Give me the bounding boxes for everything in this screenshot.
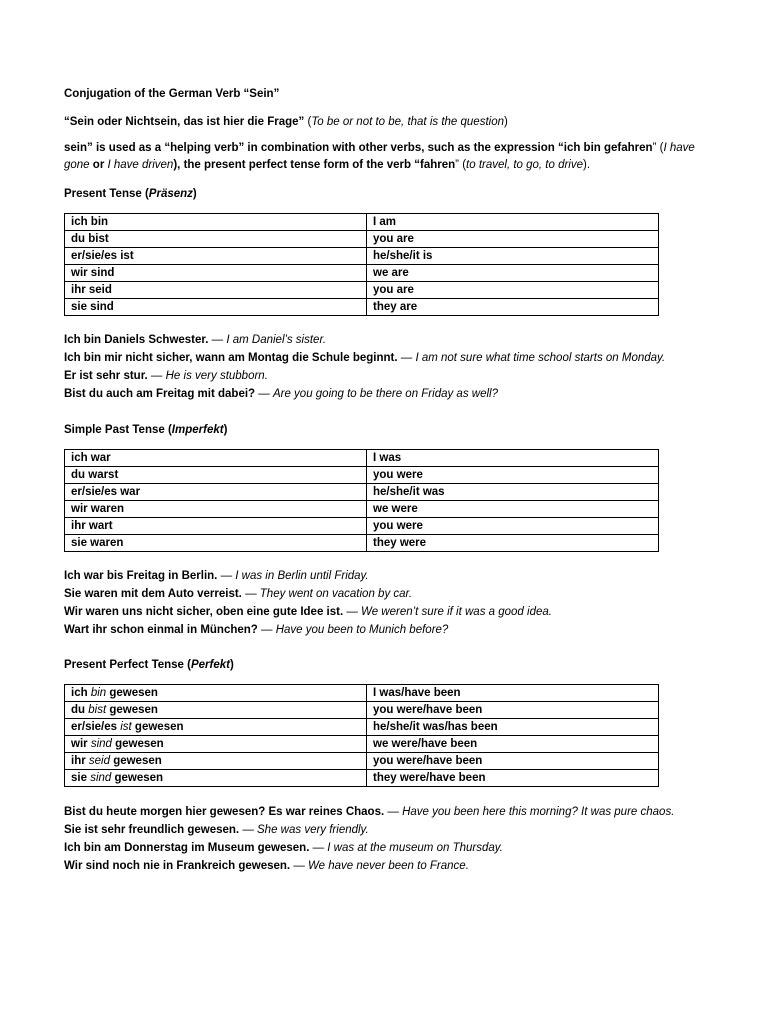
intro-text: or: [89, 159, 108, 171]
example-english: He is very stubborn.: [165, 370, 268, 382]
example-english: I was in Berlin until Friday.: [235, 570, 369, 582]
pronoun: sie: [71, 771, 91, 784]
page-title: Conjugation of the German Verb “Sein”: [64, 88, 280, 100]
example-english: I was at the museum on Thursday.: [327, 842, 503, 854]
german-cell: ich war: [65, 450, 367, 467]
german-cell: ihr wart: [65, 518, 367, 535]
heading-italic: Imperfekt: [171, 424, 224, 436]
example-sentence: [64, 822, 754, 839]
example-sentence: [64, 840, 754, 857]
english-cell: you were: [367, 467, 659, 484]
example-german: Ich war bis Freitag in Berlin.: [64, 570, 218, 582]
heading-text: Simple Past Tense (: [64, 424, 172, 436]
quote-close: ): [503, 116, 508, 128]
perfect-heading: [64, 657, 234, 674]
intro-text: ” is used as a “helping verb” in combination with other verbs, such as the expression “: [87, 142, 564, 154]
example-dash: —: [343, 606, 362, 618]
example-german: Sie waren mit dem Auto verreist.: [64, 588, 242, 600]
english-cell: he/she/it is: [367, 248, 659, 265]
past-table: [64, 449, 659, 552]
english-cell: we were/have been: [367, 736, 659, 753]
example-sentence: [64, 568, 754, 585]
example-english: We weren’t sure if it was a good idea.: [361, 606, 552, 618]
example-sentence: [64, 622, 754, 639]
participle: gewesen: [106, 686, 158, 699]
english-cell: I was: [367, 450, 659, 467]
example-dash: —: [384, 806, 403, 818]
example-german: Sie ist sehr freundlich gewesen.: [64, 824, 240, 836]
intro-text: sein: [64, 142, 88, 154]
example-german: Ich bin Daniels Schwester.: [64, 334, 209, 346]
auxiliary: seid: [88, 754, 110, 767]
example-dash: —: [147, 370, 166, 382]
heading-italic: Perfekt: [190, 659, 230, 671]
english-cell: I am: [367, 214, 659, 231]
participle: gewesen: [131, 720, 184, 733]
example-english: I am not sure what time school starts on Monday.: [415, 352, 666, 364]
german-cell: ihr seid: [65, 282, 367, 299]
example-sentence: [64, 332, 754, 349]
quote-english: To be or not to be, that is the question: [311, 116, 504, 128]
heading-text: ): [192, 188, 197, 200]
example-dash: —: [309, 842, 328, 854]
example-german: Wir sind noch nie in Frankreich gewesen.: [64, 860, 291, 872]
german-cell: wir waren: [65, 501, 367, 518]
german-cell: [65, 736, 367, 753]
intro-text: ).: [583, 159, 591, 171]
table-row: [65, 501, 659, 518]
english-cell: they were/have been: [367, 770, 659, 787]
table-row: [65, 736, 659, 753]
pronoun: ihr: [71, 754, 89, 767]
participle: gewesen: [111, 771, 164, 784]
quote-line: [64, 114, 724, 131]
example-english: They went on vacation by car.: [259, 588, 413, 600]
intro-text: fahren: [420, 159, 456, 171]
english-cell: they are: [367, 299, 659, 316]
example-german: Wart ihr schon einmal in München?: [64, 624, 258, 636]
participle: gewesen: [106, 703, 158, 716]
table-row: [65, 248, 659, 265]
example-sentence: [64, 804, 754, 821]
english-cell: he/she/it was: [367, 484, 659, 501]
quote-german: “Sein oder Nichtsein, das ist hier die Frage”: [64, 116, 305, 128]
german-cell: [65, 685, 367, 702]
example-english: She was very friendly.: [257, 824, 369, 836]
english-cell: you were/have been: [367, 702, 659, 719]
example-sentence: [64, 858, 754, 875]
german-cell: ich bin: [65, 214, 367, 231]
example-dash: —: [239, 824, 258, 836]
german-cell: du bist: [65, 231, 367, 248]
example-german: Bist du heute morgen hier gewesen? Es war reines Chaos.: [64, 806, 385, 818]
present-table: [64, 213, 659, 316]
table-row: [65, 484, 659, 501]
perfect-table: [64, 684, 659, 787]
example-sentence: [64, 604, 754, 621]
table-row: [65, 753, 659, 770]
intro-paragraph: [64, 140, 704, 174]
english-cell: they were: [367, 535, 659, 552]
german-cell: er/sie/es ist: [65, 248, 367, 265]
example-dash: —: [241, 588, 260, 600]
table-row: [65, 770, 659, 787]
auxiliary: ist: [120, 720, 132, 733]
english-cell: he/she/it was/has been: [367, 719, 659, 736]
intro-text: ), the present perfect tense form of the verb “: [173, 159, 421, 171]
english-cell: you were: [367, 518, 659, 535]
example-dash: —: [397, 352, 416, 364]
participle: gewesen: [110, 754, 162, 767]
example-english: Have you been here this morning? It was pure chaos.: [402, 806, 675, 818]
example-german: Ich bin mir nicht sicher, wann am Montag die Schule beginnt.: [64, 352, 398, 364]
heading-text: Present Tense (: [64, 188, 149, 200]
intro-text: I have gone: [64, 142, 695, 171]
english-cell: I was/have been: [367, 685, 659, 702]
example-sentence: [64, 586, 754, 603]
table-row: [65, 518, 659, 535]
german-cell: wir sind: [65, 265, 367, 282]
german-cell: [65, 753, 367, 770]
german-cell: [65, 719, 367, 736]
english-cell: we were: [367, 501, 659, 518]
example-dash: —: [290, 860, 309, 872]
example-english: We have never been to France.: [308, 860, 469, 872]
example-german: Bist du auch am Freitag mit dabei?: [64, 388, 256, 400]
table-row: [65, 214, 659, 231]
pronoun: er/sie/es: [71, 720, 121, 733]
english-cell: you are: [367, 231, 659, 248]
example-german: Wir waren uns nicht sicher, oben eine gute Idee ist.: [64, 606, 344, 618]
example-sentence: [64, 386, 754, 403]
intro-text: to travel, to go, to drive: [466, 159, 584, 171]
intro-text: ich bin gefahren: [563, 142, 653, 154]
table-row: [65, 685, 659, 702]
auxiliary: bin: [90, 686, 107, 699]
example-english: I am Daniel’s sister.: [226, 334, 327, 346]
example-dash: —: [257, 624, 276, 636]
table-row: [65, 231, 659, 248]
intro-text: ” (: [652, 142, 664, 154]
heading-text: ): [223, 424, 228, 436]
table-row: [65, 467, 659, 484]
present-heading: [64, 186, 197, 203]
heading-text: Present Perfect Tense (: [64, 659, 191, 671]
auxiliary: sind: [90, 771, 112, 784]
intro-text: I have driven: [107, 159, 174, 171]
german-cell: sie waren: [65, 535, 367, 552]
pronoun: wir: [71, 737, 91, 750]
german-cell: er/sie/es war: [65, 484, 367, 501]
german-cell: sie sind: [65, 299, 367, 316]
table-row: [65, 719, 659, 736]
heading-text: ): [229, 659, 234, 671]
pronoun: du: [71, 703, 89, 716]
table-row: [65, 450, 659, 467]
english-cell: you were/have been: [367, 753, 659, 770]
intro-text: ” (: [455, 159, 467, 171]
example-dash: —: [255, 388, 273, 400]
example-sentence: [64, 350, 754, 367]
table-row: [65, 702, 659, 719]
example-english: Have you been to Munich before?: [275, 624, 449, 636]
german-cell: [65, 770, 367, 787]
example-german: Er ist sehr stur.: [64, 370, 148, 382]
table-row: [65, 282, 659, 299]
past-heading: [64, 422, 227, 439]
table-row: [65, 535, 659, 552]
example-dash: —: [208, 334, 227, 346]
auxiliary: bist: [88, 703, 107, 716]
english-cell: you are: [367, 282, 659, 299]
auxiliary: sind: [90, 737, 112, 750]
example-german: Ich bin am Donnerstag im Museum gewesen.: [64, 842, 310, 854]
table-row: [65, 299, 659, 316]
german-cell: [65, 702, 367, 719]
quote-open: (: [304, 116, 312, 128]
example-english: Are you going to be there on Friday as well?: [272, 388, 498, 400]
table-row: [65, 265, 659, 282]
heading-italic: Präsenz: [148, 188, 193, 200]
pronoun: ich: [71, 686, 91, 699]
english-cell: we are: [367, 265, 659, 282]
german-cell: du warst: [65, 467, 367, 484]
example-dash: —: [217, 570, 236, 582]
example-sentence: [64, 368, 754, 385]
participle: gewesen: [111, 737, 164, 750]
